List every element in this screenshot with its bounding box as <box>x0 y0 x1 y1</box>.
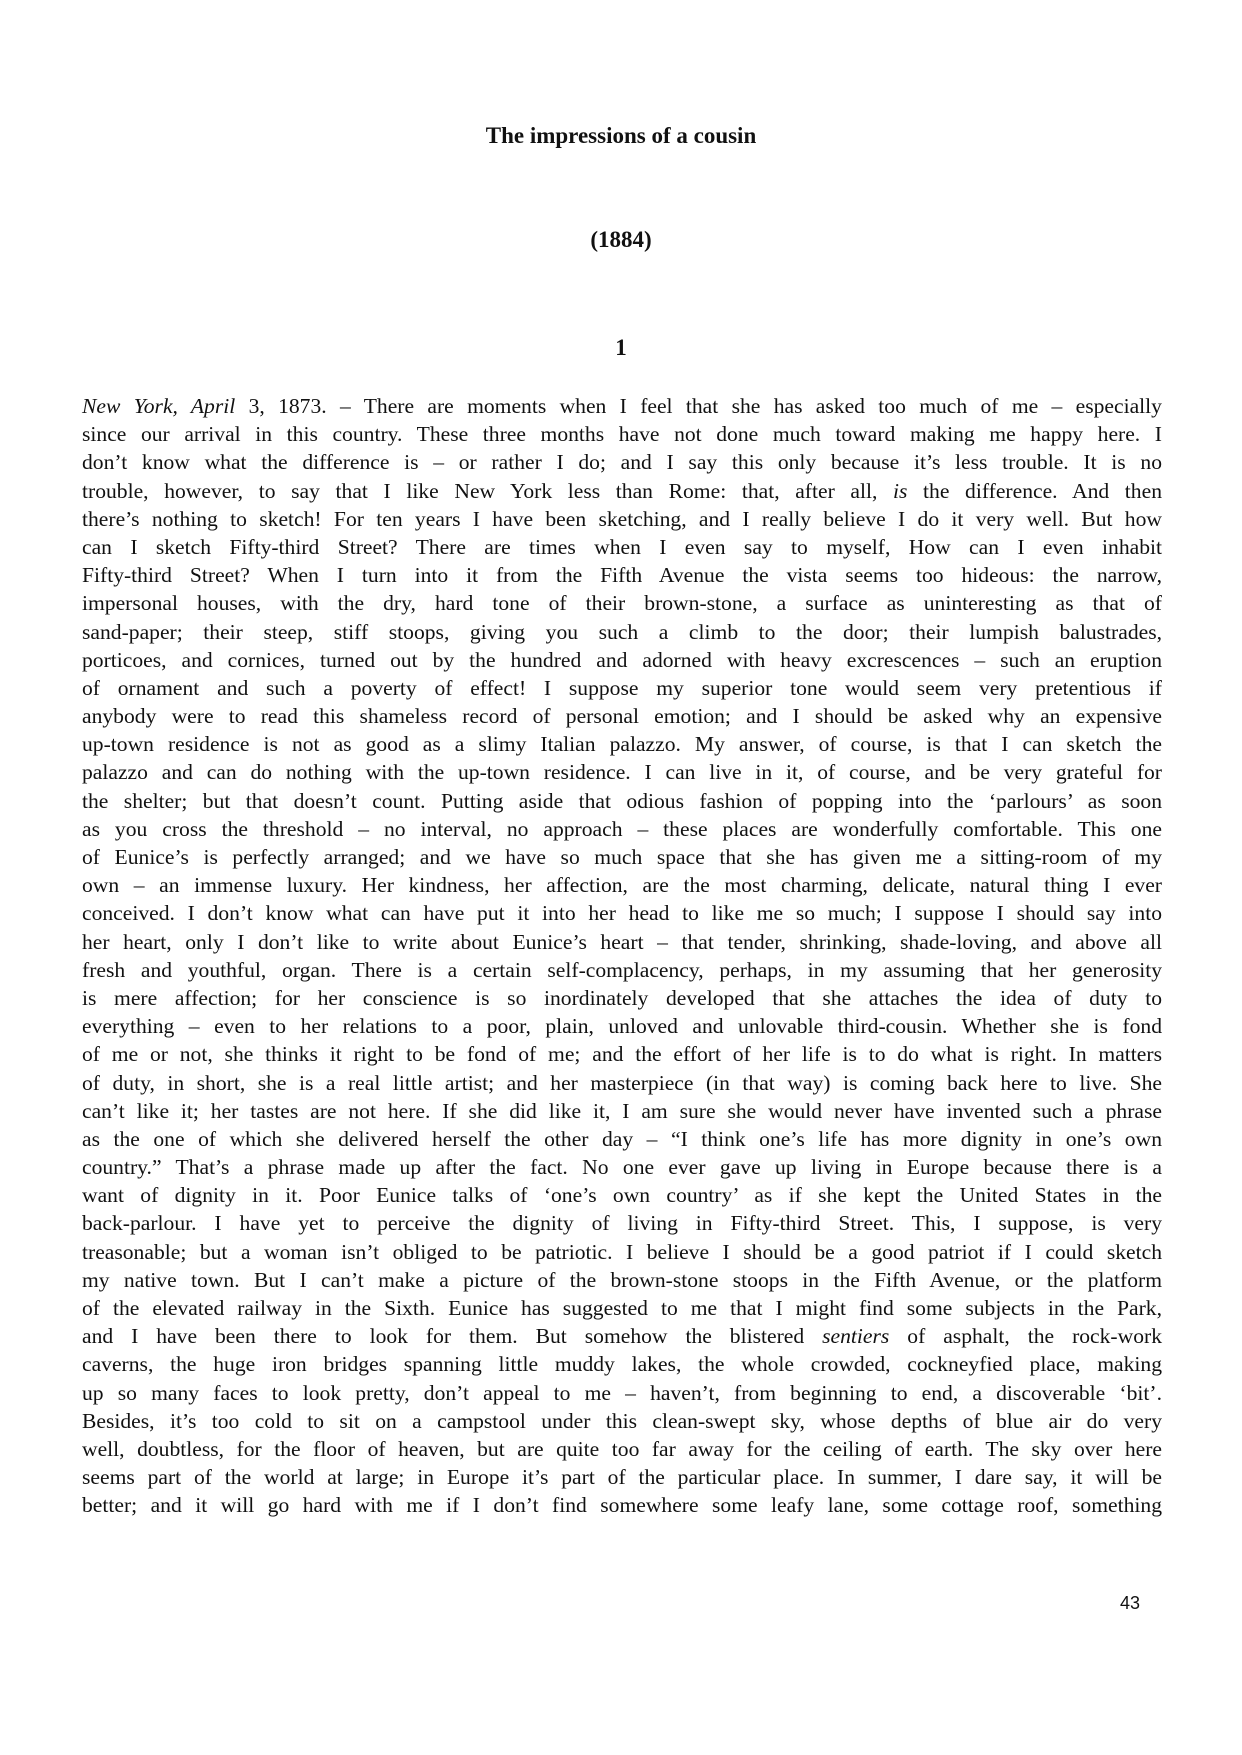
text-line <box>82 1294 1162 1322</box>
text-line <box>82 674 1162 702</box>
chapter-year: (1884) <box>590 227 652 252</box>
text-line <box>82 1125 1162 1153</box>
text-run: better; and it will go hard with me if I don’t find somewhere some leafy lane, some cottage roof, something <box>82 1493 1162 1518</box>
text-line <box>82 1209 1162 1237</box>
text-line <box>82 1350 1162 1378</box>
text-line <box>82 1040 1162 1068</box>
body-paragraph <box>82 392 1162 1520</box>
text-line <box>82 843 1162 871</box>
text-run: is mere affection; for her conscience is so inordinately developed that she attaches the idea of duty to <box>82 985 1162 1010</box>
text-run: Fifty-third Street? When I turn into it from the Fifth Avenue the vista seems too hideous: the narrow, <box>82 563 1162 588</box>
text-run: don’t know what the difference is – or rather I do; and I say this only because it’s less trouble. It is no <box>82 450 1162 475</box>
text-run: Besides, it’s too cold to sit on a campstool under this clean-swept sky, whose depths of blue air do very <box>82 1408 1162 1433</box>
text-line <box>82 1379 1162 1407</box>
text-run: up so many faces to look pretty, don’t appeal to me – haven’t, from beginning to end, a discoverable ‘bit’. <box>82 1380 1162 1405</box>
text-line <box>82 505 1162 533</box>
text-line <box>82 787 1162 815</box>
text-run: as you cross the threshold – no interval, no approach – these places are wonderfully comfortable. This one <box>82 816 1162 841</box>
text-run: since our arrival in this country. These three months have not done much toward making me happy here. I <box>82 422 1162 447</box>
text-run: as the one of which she delivered herself the other day – “I think one’s life has more dignity in one’s own <box>82 1126 1162 1151</box>
text-run: porticoes, and cornices, turned out by the hundred and adorned with heavy excrescences – such an eruption <box>82 647 1162 672</box>
text-line <box>82 815 1162 843</box>
text-line <box>82 928 1162 956</box>
text-line <box>82 1181 1162 1209</box>
text-line <box>82 1407 1162 1435</box>
text-run: well, doubtless, for the floor of heaven, but are quite too far away for the ceiling of earth. The sky over here <box>82 1436 1162 1461</box>
text-run: the difference. And then <box>907 478 1162 503</box>
text-line <box>82 984 1162 1012</box>
text-line <box>82 702 1162 730</box>
text-run: want of dignity in it. Poor Eunice talks of ‘one’s own country’ as if she kept the United States in the <box>82 1183 1162 1208</box>
text-line <box>82 1238 1162 1266</box>
text-line <box>82 1491 1162 1519</box>
text-run: of ornament and such a poverty of effect! I suppose my superior tone would seem very pretentious if <box>82 675 1162 700</box>
text-run: of duty, in short, she is a real little artist; and her masterpiece (in that way) is coming back here to live. She <box>82 1070 1162 1095</box>
text-run: everything – even to her relations to a poor, plain, unloved and unlovable third-cousin. Whether she is fond <box>82 1014 1162 1039</box>
text-line <box>82 956 1162 984</box>
text-run: conceived. I don’t know what can have put it into her head to like me so much; I suppose I should say into <box>82 901 1162 926</box>
text-run: the shelter; but that doesn’t count. Putting aside that odious fashion of popping into the ‘parlours’ as soon <box>82 788 1162 813</box>
text-run: there’s nothing to sketch! For ten years I have been sketching, and I really believe I do it very well. But how <box>82 506 1162 531</box>
text-line <box>82 730 1162 758</box>
text-run: palazzo and can do nothing with the up-town residence. I can live in it, of course, and be very grateful for <box>82 760 1162 785</box>
text-line <box>82 1012 1162 1040</box>
text-run: anybody were to read this shameless record of personal emotion; and I should be asked why an expensive <box>82 704 1162 729</box>
text-line <box>82 477 1162 505</box>
text-line <box>82 1266 1162 1294</box>
text-run: my native town. But I can’t make a picture of the brown-stone stoops in the Fifth Avenue, or the platform <box>82 1267 1162 1292</box>
text-run: up-town residence is not as good as a slimy Italian palazzo. My answer, of course, is that I can sketch the <box>82 732 1162 757</box>
text-line <box>82 1435 1162 1463</box>
text-line <box>82 533 1162 561</box>
section-number: 1 <box>615 335 627 360</box>
text-line <box>82 561 1162 589</box>
text-run: sand-paper; their steep, stiff stoops, giving you such a climb to the door; their lumpish balustrades, <box>82 619 1162 644</box>
text-run: and I have been there to look for them. But somehow the blistered <box>82 1324 823 1349</box>
italic-text: New York, April <box>82 394 236 418</box>
text-run: can’t like it; her tastes are not here. If she did like it, I am sure she would never have invented such a phrase <box>82 1098 1162 1123</box>
text-line <box>82 618 1162 646</box>
text-line <box>82 1153 1162 1181</box>
text-line <box>82 420 1162 448</box>
page-number: 43 <box>1120 1593 1141 1613</box>
text-run: seems part of the world at large; in Europe it’s part of the particular place. In summer, I dare say, it will be <box>82 1465 1162 1490</box>
text-line <box>82 1322 1162 1350</box>
text-run: of the elevated railway in the Sixth. Eunice has suggested to me that I might find some subjects in the Park, <box>82 1296 1162 1320</box>
text-run: can I sketch Fifty-third Street? There are times when I even say to myself, How can I even inhabit <box>82 534 1162 559</box>
text-run: of me or not, she thinks it right to be fond of me; and the effort of her life is to do what is right. In matters <box>82 1042 1162 1067</box>
text-run: of asphalt, the rock-work <box>889 1324 1163 1349</box>
text-line <box>82 589 1162 617</box>
text-run: back-parlour. I have yet to perceive the dignity of living in Fifty-third Street. This, I suppose, is very <box>82 1211 1162 1236</box>
text-run: caverns, the huge iron bridges spanning little muddy lakes, the whole crowded, cockneyfied place, making <box>82 1352 1162 1377</box>
text-line <box>82 758 1162 786</box>
text-run: 3, 1873. – There are moments when I feel that she has asked too much of me – especially <box>235 394 1162 418</box>
text-line <box>82 871 1162 899</box>
text-run: impersonal houses, with the dry, hard tone of their brown-stone, a surface as uninteresting as that of <box>82 591 1162 616</box>
text-line <box>82 1097 1162 1125</box>
text-line <box>82 448 1162 476</box>
text-line <box>82 1463 1162 1491</box>
italic-text: sentiers <box>822 1324 890 1349</box>
text-run: her heart, only I don’t like to write about Eunice’s heart – that tender, shrinking, shade-loving, and above all <box>82 929 1162 954</box>
text-line <box>82 1069 1162 1097</box>
text-line <box>82 899 1162 927</box>
text-line <box>82 392 1162 420</box>
chapter-title: The impressions of a cousin <box>485 123 757 148</box>
italic-text: is <box>893 478 908 503</box>
text-line <box>82 646 1162 674</box>
text-run: treasonable; but a woman isn’t obliged to be patriotic. I believe I should be a good patriot if I could sketch <box>82 1239 1162 1264</box>
text-run: country.” That’s a phrase made up after the fact. No one ever gave up living in Europe because there is a <box>82 1155 1162 1180</box>
text-run: fresh and youthful, organ. There is a certain self-complacency, perhaps, in my assuming that her generosity <box>82 957 1162 982</box>
text-run: trouble, however, to say that I like New York less than Rome: that, after all, <box>82 478 894 503</box>
text-run: of Eunice’s is perfectly arranged; and we have so much space that she has given me a sitting-room of my <box>82 845 1162 869</box>
text-run: own – an immense luxury. Her kindness, her affection, are the most charming, delicate, natural thing I ever <box>82 873 1162 898</box>
